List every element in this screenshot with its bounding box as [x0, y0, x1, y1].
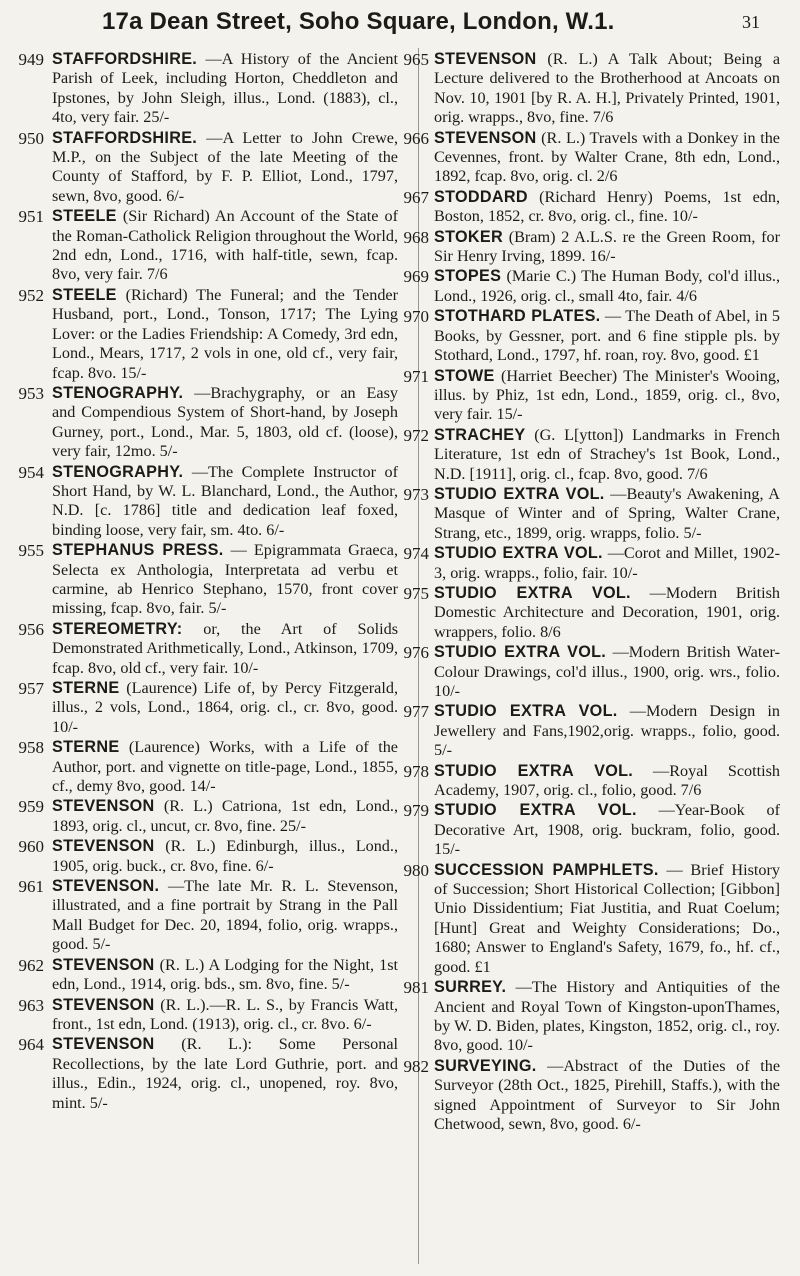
entry-description: (Richard Henry) Poems, 1st edn, Boston, 1852, cr. 8vo, orig. cl., fine. 10/- — [434, 187, 780, 226]
entry-heading: STEELE — [52, 207, 117, 226]
lot-number: 959 — [18, 797, 44, 817]
entry-heading: STUDIO EXTRA VOL. — [434, 583, 631, 602]
entry-heading: STEVENSON — [52, 797, 155, 816]
entry-description: — The Death of Abel, in 5 Books, by Gessner, port. and 6 fine stipple pls. by Stothard, Lond., 1797, hf. roan, roy. 8vo, good. £1 — [434, 307, 780, 365]
lot-number: 979 — [403, 801, 429, 821]
entry-heading: STAFFORDSHIRE. — [52, 128, 198, 147]
entry-heading: STERNE — [52, 679, 120, 697]
right-column — [403, 50, 781, 1135]
entry-description: —Modern British Water-Colour Drawings, col'd illus., 1900, orig. wrs., folio. 10/- — [434, 643, 780, 700]
entry-heading: STEPHANUS PRESS. — [52, 541, 224, 560]
lot-number: 967 — [403, 187, 429, 207]
entry-description: (R. L.) A Talk About; Being a Lecture delivered to the Brotherhood at Ancoats on Nov. 10, 1901 [by R. A. H.], Privately Printed, 1901, orig. wrapps., 8vo, fine. 7/6 — [434, 50, 780, 127]
entry-description: —A Letter to John Crewe, M.P., on the Subject of the late Meeting of the County of Stafford, by F. P. Elliot, Lond., 1797, sewn, 8vo, good. 6/- — [52, 128, 399, 205]
entry-description: (R. L.) A Lodging for the Night, 1st edn, Lond., 1914, orig. bds., sm. 8vo, fine. 5/- — [52, 955, 399, 994]
lot-number: 962 — [18, 955, 44, 975]
entry-description: —Beauty's Awakening, A Masque of Winter and of Spring, Walter Crane, Strang, etc., 1899, orig. wrapps, folio. 5/- — [434, 484, 781, 542]
entry-description: —Abstract of the Duties of the Surveyor (28th Oct., 1825, Pirehill, Staffs.), with the signed Appointment of Surveyor to Sir John Chetwood, sewn, 8vo, good. 6/- — [434, 1056, 781, 1133]
lot-number: 965 — [403, 50, 429, 69]
lot-number: 974 — [403, 544, 429, 564]
lot-number: 977 — [403, 702, 429, 722]
entry-description: (G. L[ytton]) Landmarks in French Literature, 1st edn of Strachey's 1st Book, Lond., N.D. [1911], orig. cl., fcap. 8vo, good. 7/6 — [434, 425, 781, 483]
catalogue-entry — [18, 541, 398, 619]
catalogue-entry — [18, 679, 399, 737]
lot-number: 972 — [403, 425, 429, 445]
entry-description: (R. L.) Travels with a Donkey in the Cevennes, front. by Walter Crane, 8th edn, Lond., 1892, fcap. 8vo, orig. cl. 2/6 — [434, 128, 780, 186]
entry-description: (Marie C.) The Human Body, col'd illus., Lond., 1926, orig. cl., small 4to, fair. 4/6 — [434, 267, 780, 305]
entry-heading: STUDIO EXTRA VOL. — [434, 484, 605, 503]
catalogue-entry — [403, 267, 780, 306]
catalogue-entry — [403, 643, 780, 701]
entry-heading: STEVENSON. — [52, 877, 160, 896]
catalogue-entry — [403, 1056, 781, 1135]
entry-heading: SURVEYING. — [434, 1056, 537, 1075]
catalogue-entry — [18, 50, 399, 128]
entry-heading: STOTHARD PLATES. — [434, 307, 601, 326]
lot-number: 971 — [403, 366, 429, 386]
catalogue-entry — [18, 738, 398, 796]
entry-heading: STUDIO EXTRA VOL. — [434, 761, 634, 780]
catalogue-entry — [403, 227, 780, 267]
entry-description: — Brief History of Succession; Short Historical Collection; [Gibbon] Unio Dissidentium; Fiat Justitia, and Ruat Coelum; [Hunt] Great and Weighty Considerations; Do., 1680; Answer to England's Safety, 1679, fo., hf. cf., good. £1 — [434, 860, 780, 976]
catalogue-entry — [18, 797, 399, 836]
entry-heading: STENOGRAPHY. — [52, 383, 184, 402]
lot-number: 951 — [18, 207, 44, 227]
catalogue-entry — [403, 583, 781, 642]
entry-heading: STRACHEY — [434, 425, 526, 444]
entry-description: —The late Mr. R. L. Stevenson, illustrated, and a fine portrait by Strang in the Pall Mall Budget for Dec. 20, 1894, folio, orig. wrapps., good. 5/- — [52, 877, 398, 954]
entry-heading: SUCCESSION PAMPHLETS. — [434, 860, 659, 879]
lot-number: 950 — [18, 128, 44, 148]
catalogue-entry — [18, 877, 398, 955]
entry-heading: STUDIO EXTRA VOL. — [434, 643, 607, 662]
lot-number: 975 — [403, 583, 429, 603]
entry-heading: STEVENSON — [434, 128, 537, 147]
entry-description: (Sir Richard) An Account of the State of the Roman-Catholick Religion throughout the World, 2nd edn, Lond., 1716, with half-title, sewn, fcap. 8vo, very fair. 7/6 — [52, 207, 398, 284]
entry-heading: STOKER — [434, 227, 503, 246]
entry-description: (Harriet Beecher) The Minister's Wooing, illus. by Phiz, 1st edn, Lond., 1859, orig. cl., 8vo, very fair. 15/- — [434, 366, 780, 424]
entry-heading: STEVENSON — [52, 837, 155, 856]
entry-description: —Brachygraphy, or an Easy and Compendious System of Short-hand, by Joseph Gurney, port., Lond., Mar. 5, 1803, old cf. (loose), very fair, 12mo. 5/- — [52, 383, 398, 461]
catalogue-entry — [403, 187, 780, 227]
entry-heading: SURREY. — [434, 978, 507, 997]
catalogue-entry — [18, 955, 399, 995]
lot-number: 956 — [18, 619, 44, 639]
entry-description: —Year-Book of Decorative Art, 1908, orig. buckram, folio, good. 15/- — [434, 801, 780, 859]
catalogue-entry — [18, 383, 398, 462]
entry-description: (R. L.) Edinburgh, illus., Lond., 1905, orig. buck., cr. 8vo, fine. 6/- — [52, 837, 398, 875]
publisher-address: 17a Dean Street, Soho Square, London, W.1. — [102, 8, 615, 35]
entry-description: (Laurence) Life of, by Percy Fitzgerald, illus., 2 vols, Lond., 1864, orig. cl., cr. 8vo, good. 10/- — [52, 679, 399, 736]
catalogue-entry — [403, 860, 780, 977]
entry-heading: STEVENSON — [52, 1035, 155, 1054]
lot-number: 982 — [403, 1056, 429, 1076]
entry-heading: STEELE — [52, 285, 117, 304]
catalogue-entry — [18, 837, 398, 876]
entry-description: or, the Art of Solids Demonstrated Arithmetically, Lond., Atkinson, 1709, fcap. 8vo, old cf., very fair. 10/- — [52, 619, 399, 677]
catalogue-entry — [18, 619, 399, 678]
entry-description: — Epigrammata Graeca, Selecta ex Anthologia, Interpretata ad verbu et carmine, ab Henrico Stephano, 1570, front cover missing, fcap. 8vo, fair. 5/- — [52, 541, 398, 618]
lot-number: 980 — [403, 860, 429, 880]
catalogue-entry — [403, 50, 780, 128]
lot-number: 981 — [403, 978, 429, 998]
catalogue-entry — [403, 484, 781, 543]
catalogue-entry — [18, 128, 399, 207]
entry-heading: STENOGRAPHY. — [52, 462, 184, 481]
entry-heading: STUDIO EXTRA VOL. — [434, 702, 618, 721]
catalogue-entry — [403, 761, 780, 801]
catalogue-entry — [18, 285, 399, 383]
left-column — [18, 50, 399, 1114]
lot-number: 949 — [18, 50, 44, 69]
entry-description: —Modern British Domestic Architecture and Decoration, 1901, orig. wrappers, folio. 8/6 — [434, 583, 781, 641]
lot-number: 961 — [18, 877, 44, 897]
entry-heading: STERNE — [52, 738, 120, 757]
lot-number: 964 — [18, 1035, 44, 1055]
lot-number: 960 — [18, 837, 44, 857]
entry-description: (Laurence) Works, with a Life of the Author, port. and vignette on title-page, Lond., 1855, cf., demy 8vo, good. 14/- — [52, 738, 398, 796]
entry-description: (Richard) The Funeral; and the Tender Husband, port., Lond., Tonson, 1717; The Lying Lover: or the Ladies Friendship: A Comedy, 3rd edn, Lond., Mears, 1717, 2 vols in one, old cf., very fair, fcap. 8vo. 15/- — [52, 285, 399, 382]
entry-description: —The History and Antiquities of the Ancient and Royal Town of Kingston-uponThames, by W. D. Biden, plates, Kingston, 1852, orig. cl., roy. 8vo, good. 10/- — [434, 978, 780, 1055]
entry-heading: STUDIO EXTRA VOL. — [434, 801, 637, 820]
lot-number: 976 — [403, 643, 429, 663]
entry-heading: STOPES — [434, 267, 502, 286]
lot-number: 968 — [403, 227, 429, 247]
lot-number: 963 — [18, 995, 44, 1015]
catalogue-entry — [403, 425, 781, 484]
entry-heading: STEREOMETRY: — [52, 619, 183, 638]
entry-heading: STUDIO EXTRA VOL. — [434, 544, 603, 563]
lot-number: 973 — [403, 484, 429, 504]
lot-number: 966 — [403, 128, 429, 148]
catalogue-entry — [18, 462, 399, 541]
entry-description: —Royal Scottish Academy, 1907, orig. cl., folio, good. 7/6 — [434, 761, 780, 800]
entry-description: —A History of the Ancient Parish of Leek, including Horton, Cheddleton and Ipstones, by John Sleigh, illus., Lond. (1883), cl., 4to, very fair. 25/- — [52, 50, 399, 127]
lot-number: 978 — [403, 761, 429, 781]
lot-number: 953 — [18, 383, 44, 403]
lot-number: 957 — [18, 679, 44, 698]
page-number: 31 — [742, 12, 760, 32]
entry-description: (R. L.) Catriona, 1st edn, Lond., 1893, orig. cl., uncut, cr. 8vo, fine. 25/- — [52, 797, 399, 835]
entry-heading: STEVENSON — [52, 995, 155, 1014]
entry-heading: STODDARD — [434, 187, 528, 206]
catalogue-entry — [18, 207, 398, 285]
catalogue-entry — [403, 366, 780, 425]
entry-heading: STOWE — [434, 366, 495, 385]
lot-number: 952 — [18, 285, 44, 305]
lot-number: 955 — [18, 541, 44, 561]
catalogue-entry — [403, 128, 780, 187]
entry-heading: STEVENSON — [434, 50, 537, 68]
entry-heading: STAFFORDSHIRE. — [52, 50, 198, 68]
entry-heading: STEVENSON — [52, 955, 155, 974]
lot-number: 954 — [18, 462, 44, 482]
catalogue-entry — [403, 307, 780, 365]
entry-description: —Modern Design in Jewellery and Fans,1902,orig. wrapps., folio, good. 5/- — [434, 702, 781, 760]
entry-description: (R. L.).—R. L. S., by Francis Watt, front., 1st edn, Lond. (1913), orig. cl., cr. 8vo. 6/- — [52, 995, 398, 1033]
entry-description: —Corot and Millet, 1902-3, orig. wrapps., folio, fair. 10/- — [434, 544, 781, 582]
lot-number: 969 — [403, 267, 429, 287]
catalogue-entry — [18, 1035, 399, 1113]
catalogue-entry — [403, 544, 781, 583]
catalogue-entry — [403, 978, 780, 1056]
lot-number: 958 — [18, 738, 44, 758]
catalogue-entry — [18, 995, 398, 1035]
entry-description: —The Complete Instructor of Short Hand, by W. L. Blanchard, Lond., the Author, N.D. [c. 1786] title and dedication leaf foxed, binding loose, very fair, sm. 4to. 6/- — [52, 462, 399, 539]
catalogue-entry — [403, 702, 781, 760]
entry-description: (R. L.): Some Personal Recollections, by the late Lord Guthrie, port. and illus., Edin., 1924, orig. cl., unopened, roy. 8vo, mint. 5/- — [52, 1035, 399, 1112]
page-header — [40, 8, 760, 38]
lot-number: 970 — [403, 307, 429, 327]
entry-description: (Bram) 2 A.L.S. re the Green Room, for Sir Henry Irving, 1899. 16/- — [434, 227, 780, 266]
catalogue-entry — [403, 801, 780, 859]
